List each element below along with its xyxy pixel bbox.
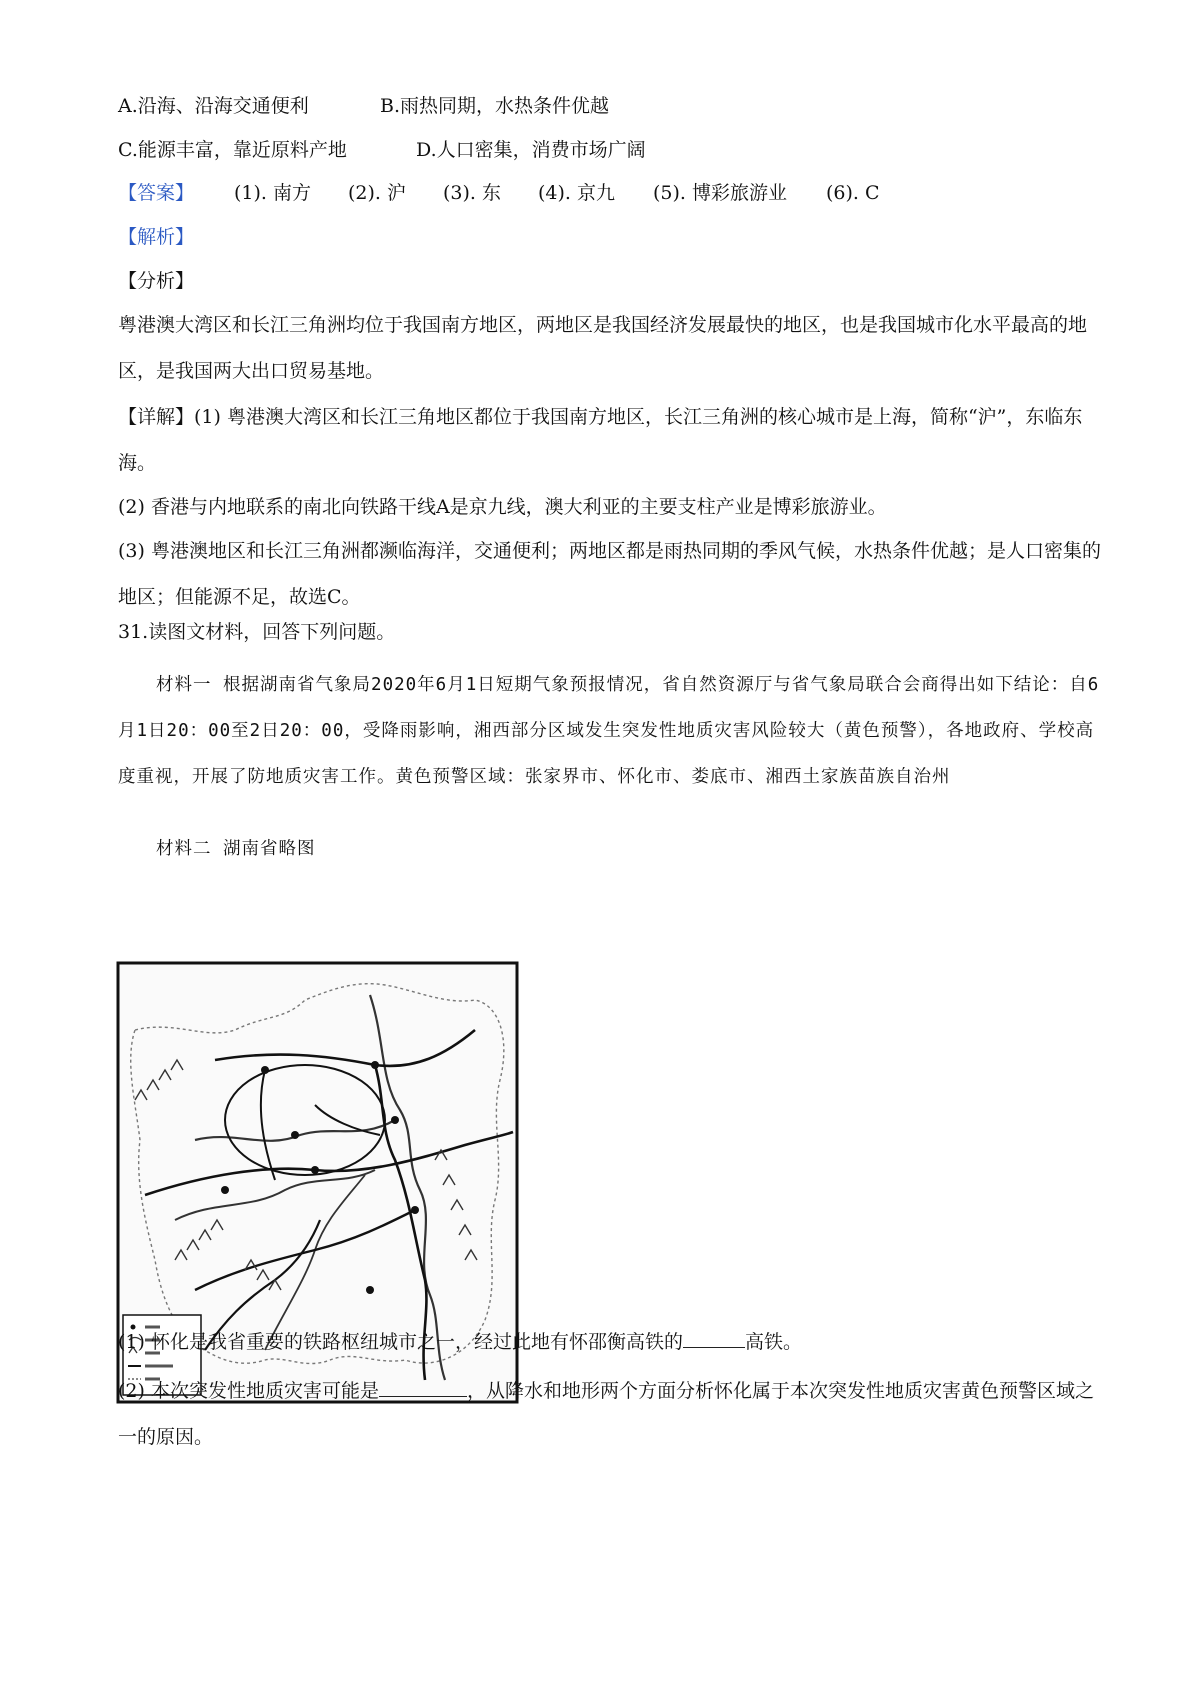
answer-item-5: (5). 博彩旅游业 (653, 182, 787, 204)
sub-question-2-text: (2) 本次突发性地质灾害可能是 (118, 1380, 379, 1402)
sub-question-1-tail: 高铁。 (744, 1331, 802, 1353)
material-2-caption: 材料二 湖南省略图 (156, 839, 316, 859)
option-row-1 (118, 92, 609, 120)
sub-question-2 (118, 1368, 1103, 1460)
question-31-stem: 31.读图文材料，回答下列问题。 (118, 621, 396, 643)
answer-row (118, 179, 1108, 207)
xiangjie-p2: (2) 香港与内地联系的南北向铁路干线A是京九线，澳大利亚的主要支柱产业是博彩旅游业。 (118, 496, 887, 518)
sub-question-1-text: (1) 怀化是我省重要的铁路枢纽城市之一，经过此地有怀邵衡高铁的 (118, 1331, 683, 1353)
option-b: B.雨热同期，水热条件优越 (380, 95, 610, 117)
sub-question-1 (118, 1328, 802, 1356)
material-1: 材料一 根据湖南省气象局2020年6月1日短期气象预报情况，省自然资源厅与省气象局联合会商得出如下结论：自6月1日20：00至2日20：00，受降雨影响，湘西部分区域发生突发性地质灾害风险较大（黄色预警），各地政府、学校高度重视，开展了防地质灾害工作。黄色预警区域：张家界市、怀化市、娄底市、湘西土家族苗族自治州 (118, 675, 1100, 787)
xiangjie-p1: 【详解】(1) 粤港澳大湾区和长江三角地区都位于我国南方地区，长江三角洲的核心城市是上海，简称“沪”，东临东海。 (118, 406, 1083, 474)
fenxi-label: 【分析】 (118, 270, 195, 292)
answer-label: 【答案】 (118, 182, 195, 204)
answer-item-6: (6). C (826, 182, 880, 204)
fenxi-text: 粤港澳大湾区和长江三角洲均位于我国南方地区，两地区是我国经济发展最快的地区，也是我国城市化水平最高的地区，是我国两大出口贸易基地。 (118, 314, 1088, 382)
answer-blank-2[interactable] (379, 1378, 467, 1397)
answer-item-2: (2). 沪 (348, 182, 406, 204)
jiexi-label: 【解析】 (118, 226, 195, 248)
answer-item-3: (3). 东 (443, 182, 501, 204)
option-a: A.沿海、沿海交通便利 (118, 95, 309, 117)
sub-question-2-tail: ，从降水和地形两个方面分析怀化属于本次突发性地质灾害黄色预警区域之一的原因。 (118, 1380, 1094, 1448)
option-row-2 (118, 136, 646, 164)
xiangjie-p3: (3) 粤港澳地区和长江三角洲都濒临海洋，交通便利；两地区都是雨热同期的季风气候，水热条件优越；是人口密集的地区；但能源不足，故选C。 (118, 540, 1101, 608)
answer-item-4: (4). 京九 (538, 182, 615, 204)
option-c: C.能源丰富，靠近原料产地 (118, 139, 347, 161)
answer-blank-1[interactable] (683, 1329, 745, 1348)
answer-item-1: (1). 南方 (234, 182, 311, 204)
option-d: D.人口密集，消费市场广阔 (416, 139, 646, 161)
